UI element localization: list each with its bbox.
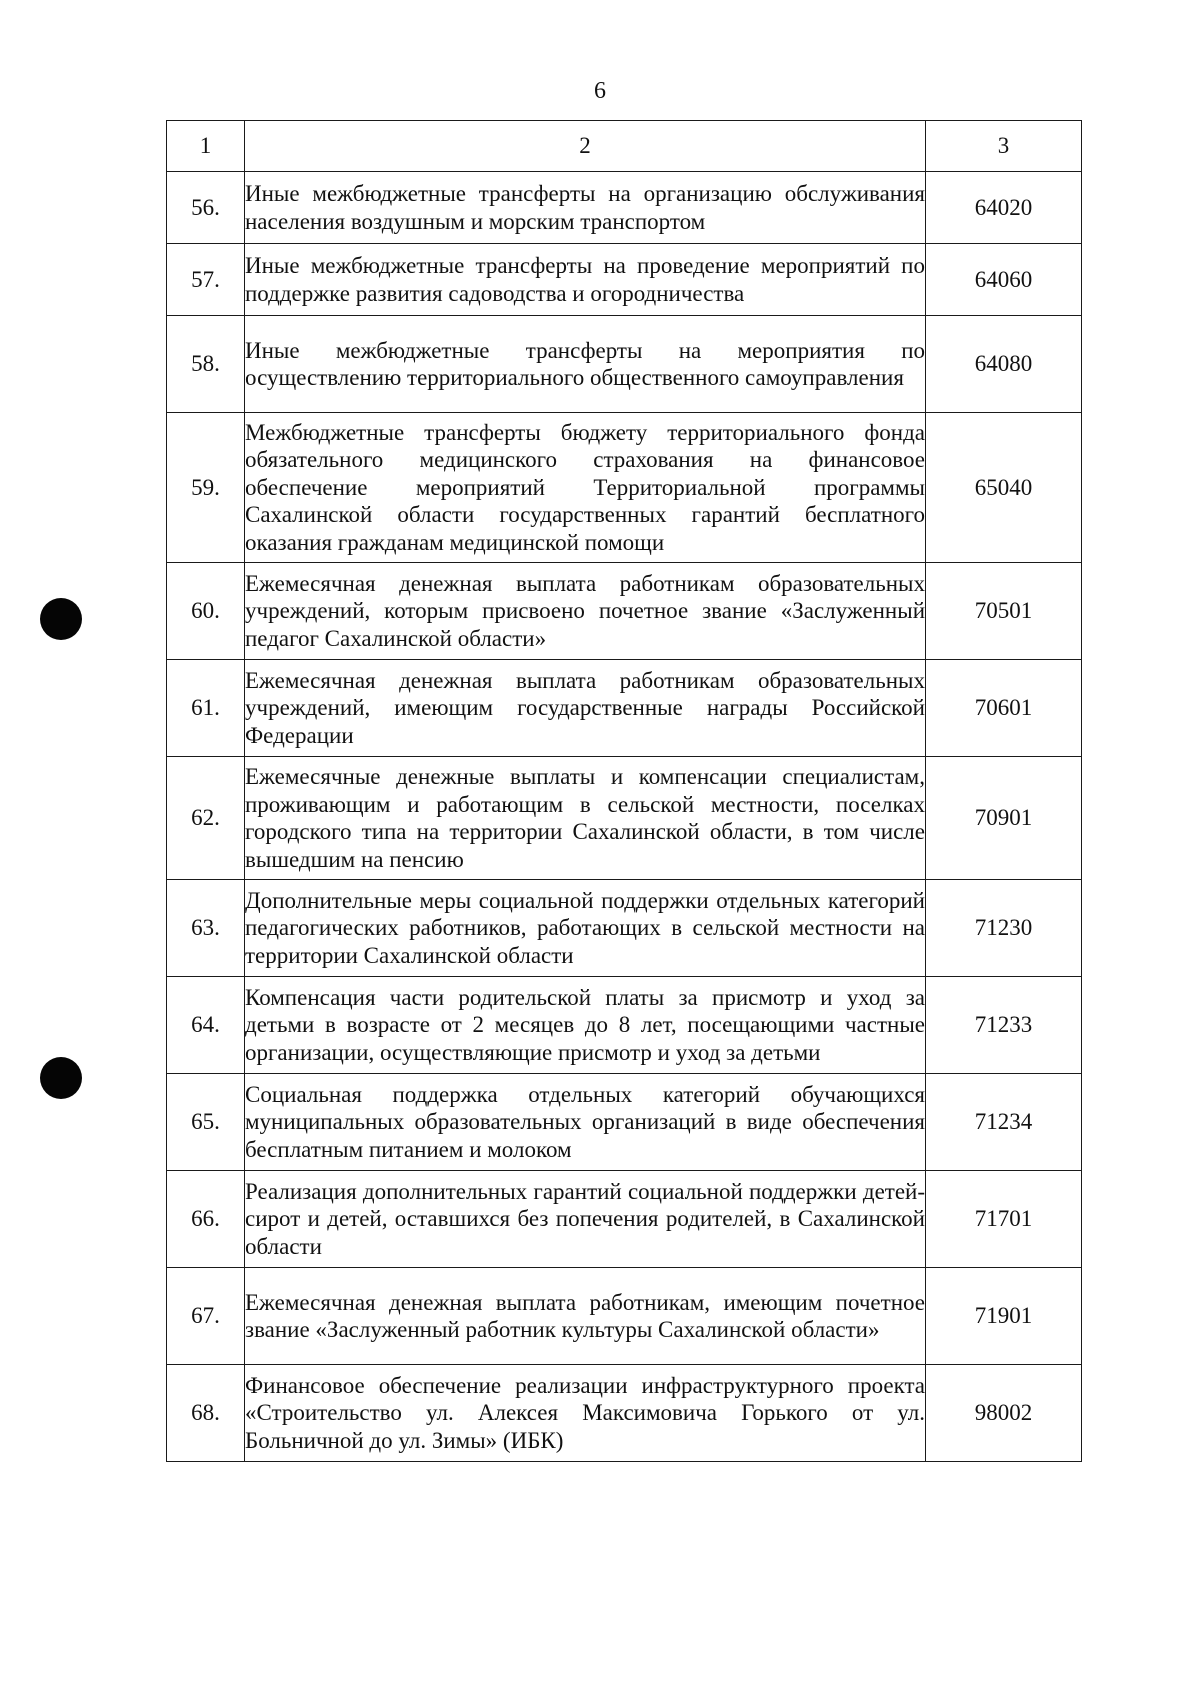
punch-hole-mark — [40, 598, 82, 640]
table-row — [167, 172, 1082, 244]
table-row — [167, 880, 1082, 977]
row-number: 67. — [167, 1268, 245, 1365]
row-number: 58. — [167, 316, 245, 413]
row-number: 61. — [167, 660, 245, 757]
row-code: 70901 — [926, 757, 1082, 880]
column-header-number: 1 — [167, 121, 245, 172]
row-number: 65. — [167, 1074, 245, 1171]
table-row — [167, 563, 1082, 660]
row-code: 71233 — [926, 977, 1082, 1074]
row-number: 59. — [167, 413, 245, 563]
table-row — [167, 316, 1082, 413]
table-row — [167, 1268, 1082, 1365]
row-number: 56. — [167, 172, 245, 244]
budget-codes-table — [166, 120, 1082, 1462]
table-row — [167, 1171, 1082, 1268]
row-number: 68. — [167, 1365, 245, 1462]
row-number: 64. — [167, 977, 245, 1074]
column-header-description: 2 — [245, 121, 926, 172]
row-number: 63. — [167, 880, 245, 977]
row-description: Реализация дополнительных гарантий социальной поддержки детей-сирот и детей, оставшихся без попечения родителей, в Сахалинской области — [245, 1171, 926, 1268]
row-number: 62. — [167, 757, 245, 880]
table-row — [167, 1074, 1082, 1171]
page-number: 6 — [594, 78, 606, 104]
row-code: 64060 — [926, 244, 1082, 316]
row-description: Финансовое обеспечение реализации инфраструктурного проекта «Строительство ул. Алексея Максимовича Горького от ул. Больничной до ул. Зимы» (ИБК) — [245, 1365, 926, 1462]
row-description: Иные межбюджетные трансферты на проведение мероприятий по поддержке развития садоводства и огородничества — [245, 244, 926, 316]
table-row — [167, 413, 1082, 563]
table-row — [167, 244, 1082, 316]
table-row — [167, 757, 1082, 880]
row-description: Дополнительные меры социальной поддержки отдельных категорий педагогических работников, работающих в сельской местности на территории Сахалинской области — [245, 880, 926, 977]
row-code: 65040 — [926, 413, 1082, 563]
row-description: Ежемесячные денежные выплаты и компенсации специалистам, проживающим и работающим в сельской местности, поселках городского типа на территории Сахалинской области, в том числе вышедшим на пенсию — [245, 757, 926, 880]
row-description: Ежемесячная денежная выплата работникам образовательных учреждений, имеющим государственные награды Российской Федерации — [245, 660, 926, 757]
row-code: 71701 — [926, 1171, 1082, 1268]
row-code: 70601 — [926, 660, 1082, 757]
row-description: Межбюджетные трансферты бюджету территориального фонда обязательного медицинского страхования на финансовое обеспечение мероприятий Территориальной программы Сахалинской области государственных гарантий бесплатного оказания гражданам медицинской помощи — [245, 413, 926, 563]
table-header-row — [167, 121, 1082, 172]
row-number: 57. — [167, 244, 245, 316]
row-code: 64020 — [926, 172, 1082, 244]
row-description: Компенсация части родительской платы за присмотр и уход за детьми в возрасте от 2 месяцев до 8 лет, посещающими частные организации, осуществляющие присмотр и уход за детьми — [245, 977, 926, 1074]
row-code: 64080 — [926, 316, 1082, 413]
row-number: 60. — [167, 563, 245, 660]
row-code: 70501 — [926, 563, 1082, 660]
table-body — [167, 172, 1082, 1462]
row-description: Иные межбюджетные трансферты на мероприятия по осуществлению территориального общественного самоуправления — [245, 316, 926, 413]
row-description: Ежемесячная денежная выплата работникам образовательных учреждений, которым присвоено почетное звание «Заслуженный педагог Сахалинской области» — [245, 563, 926, 660]
punch-hole-mark — [40, 1057, 82, 1099]
table-row — [167, 977, 1082, 1074]
row-code: 98002 — [926, 1365, 1082, 1462]
table-row — [167, 1365, 1082, 1462]
column-header-code: 3 — [926, 121, 1082, 172]
row-code: 71234 — [926, 1074, 1082, 1171]
row-number: 66. — [167, 1171, 245, 1268]
table-row — [167, 660, 1082, 757]
row-description: Социальная поддержка отдельных категорий обучающихся муниципальных образовательных организаций в виде обеспечения бесплатным питанием и молоком — [245, 1074, 926, 1171]
row-code: 71230 — [926, 880, 1082, 977]
row-code: 71901 — [926, 1268, 1082, 1365]
row-description: Иные межбюджетные трансферты на организацию обслуживания населения воздушным и морским транспортом — [245, 172, 926, 244]
row-description: Ежемесячная денежная выплата работникам, имеющим почетное звание «Заслуженный работник культуры Сахалинской области» — [245, 1268, 926, 1365]
